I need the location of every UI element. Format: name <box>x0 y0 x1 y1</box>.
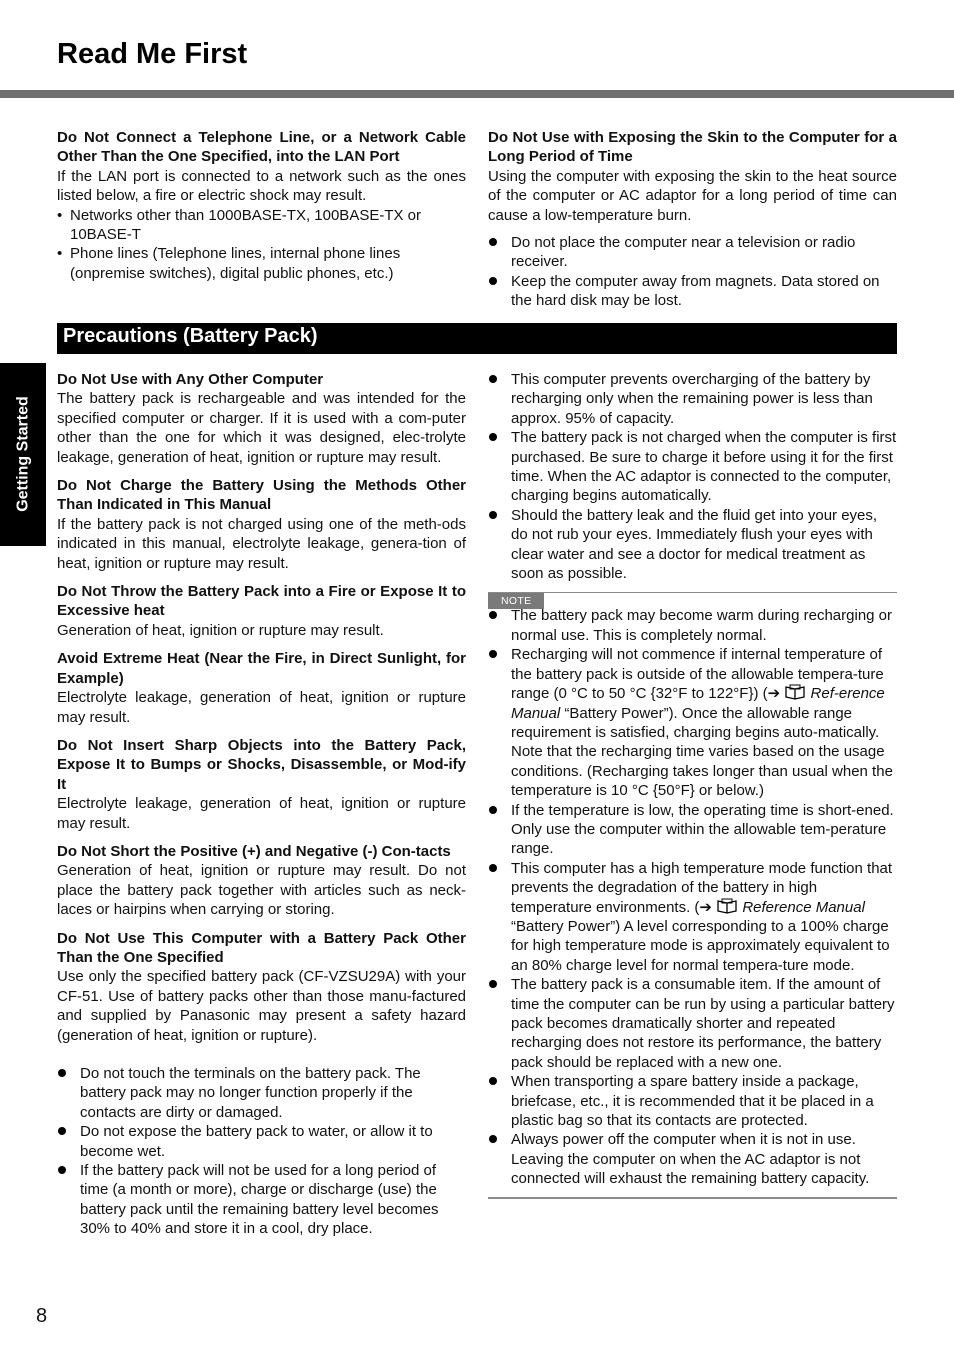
skin-warning-heading: Do Not Use with Exposing the Skin to the Computer for a Long Period of Time <box>488 129 897 166</box>
skin-warning-list <box>488 233 897 311</box>
title-divider <box>0 90 954 98</box>
precaution-body: Use only the specified battery pack (CF-VZSU29A) with your CF-51. Use of battery packs other than those manu-factured and supplied by Panasonic may present a safety hazard (generation of heat, ignition or rupture). <box>57 968 466 1044</box>
list-item: The battery pack is not charged when the computer is first purchased. Be sure to charge it before using it for the first time. When the AC adaptor is connected to the computer, charging begins automatically. <box>488 428 897 506</box>
precaution-block <box>57 929 466 1045</box>
battery-precautions-right <box>488 370 897 1199</box>
lan-warning <box>57 128 466 283</box>
list-item: • Phone lines (Telephone lines, internal phone lines (onpremise switches), digital public phones, etc.) <box>57 244 466 283</box>
list-item: Do not expose the battery pack to water, or allow it to become wet. <box>57 1122 466 1161</box>
side-tab-label: Getting Started <box>14 396 32 512</box>
list-item: The battery pack may become warm during recharging or normal use. This is completely normal. <box>488 606 897 645</box>
note-end-divider <box>488 1197 897 1199</box>
note-text: This computer has a high temperature mode function that prevents the degradation of the battery in high temperature environments. ( <box>511 859 893 916</box>
precaution-block <box>57 582 466 640</box>
section-heading: Precautions (Battery Pack) <box>57 323 897 354</box>
skin-warning-body: Using the computer with exposing the skin to the heat source of the computer or AC adaptor for a long period of time can cause a low-temperature burn. <box>488 167 897 224</box>
note-text: “Battery Power”) A level corresponding to a 100% charge for high temperature mode is approximately equivalent to an 80% charge level for normal tempera-ture mode. <box>511 917 890 974</box>
precaution-body: The battery pack is rechargeable and was intended for the specified computer or charger. If it is used with a com-puter other than the one for which it was designed, elec-trolyte leakage, generation of heat, ignition or rupture may result. <box>57 390 466 466</box>
precaution-heading: Do Not Use with Any Other Computer <box>57 371 324 388</box>
precaution-heading: Do Not Charge the Battery Using the Methods Other Than Indicated in This Manual <box>57 477 466 514</box>
list-item <box>488 859 897 975</box>
precaution-block <box>57 370 466 467</box>
note-text: “Battery Power”). Once the allowable range requirement is satisfied, charging begins auto-matically. Note that the recharging time varies based on the usage conditions. (Recharging takes longer than usual when the temperature is 10 °C {50°F} or below.) <box>511 704 893 800</box>
precaution-heading: Do Not Throw the Battery Pack into a Fire or Expose It to Excessive heat <box>57 583 466 620</box>
precaution-body: If the battery pack is not charged using one of the meth-ods indicated in this manual, electrolyte leakage, genera-tion of heat, ignition or rupture may result. <box>57 515 466 572</box>
precaution-block <box>57 736 466 833</box>
precaution-body: Generation of heat, ignition or rupture may result. <box>57 621 384 639</box>
precaution-block <box>57 649 466 727</box>
list-item: Do not touch the terminals on the battery pack. The battery pack may no longer function properly if the contacts are dirty or damaged. <box>57 1064 466 1122</box>
page-title: Read Me First <box>57 38 248 70</box>
note-label: NOTE <box>488 593 544 609</box>
list-item: Do not place the computer near a television or radio receiver. <box>488 233 897 272</box>
list-item: • Networks other than 1000BASE-TX, 100BASE-TX or 10BASE-T <box>57 206 466 245</box>
precaution-body: Electrolyte leakage, generation of heat, ignition or rupture may result. <box>57 795 466 832</box>
precaution-heading: Do Not Insert Sharp Objects into the Battery Pack, Expose It to Bumps or Shocks, Disassemble, or Mod-ify It <box>57 736 466 793</box>
arrow-icon: ➔ <box>699 898 712 916</box>
reference-manual-icon <box>716 898 738 915</box>
reference-manual-icon <box>784 684 806 701</box>
battery-precautions-left <box>57 370 466 1239</box>
arrow-icon: ➔ <box>767 685 781 703</box>
lan-warning-body: If the LAN port is connected to a network such as the ones listed below, a fire or electric shock may result. <box>57 167 466 205</box>
precaution-block <box>57 842 466 920</box>
note-list <box>488 606 897 1188</box>
skin-warning <box>488 128 897 311</box>
precaution-heading: Do Not Use This Computer with a Battery Pack Other Than the One Specified <box>57 929 466 966</box>
precaution-heading: Avoid Extreme Heat (Near the Fire, in Direct Sunlight, for Example) <box>57 650 466 687</box>
list-item: This computer prevents overcharging of the battery by recharging only when the remaining power is less than approx. 95% of capacity. <box>488 370 897 428</box>
lan-warning-list <box>57 206 466 284</box>
side-tab <box>0 363 46 546</box>
reference-manual-link[interactable]: Ref-erence Manual <box>511 685 885 722</box>
list-item: When transporting a spare battery inside a package, briefcase, etc., it is recommended that it be placed in a plastic bag so that its contacts are protected. <box>488 1072 897 1130</box>
list-item: The battery pack is a consumable item. If the amount of time the computer can be run by using a particular battery pack becomes dramatically shorter and repeated recharging does not restore its performance, the battery pack should be replaced with a new one. <box>488 975 897 1072</box>
precaution-block <box>57 476 466 573</box>
list-item <box>488 645 897 800</box>
list-item: Keep the computer away from magnets. Data stored on the hard disk may be lost. <box>488 272 897 311</box>
list-item: Always power off the computer when it is not in use. Leaving the computer on when the AC adaptor is not connected will exhaust the remaining battery capacity. <box>488 1130 897 1188</box>
reference-manual-link[interactable]: Reference Manual <box>742 898 865 916</box>
precaution-body: Generation of heat, ignition or rupture may result. Do not place the battery pack together with articles such as neck-laces or hairpins when carrying or storing. <box>57 862 466 919</box>
note-text: Recharging will not commence if internal temperature of the battery pack is outside of the allowable tempera-ture range (0 °C to 50 °C {32°F to 122°F}) ( <box>511 646 884 703</box>
battery-tips-list <box>57 1064 466 1239</box>
precaution-heading: Do Not Short the Positive (+) and Negative (-) Con-tacts <box>57 842 451 860</box>
list-item: Should the battery leak and the fluid get into your eyes, do not rub your eyes. Immediately flush your eyes with clear water and see a doctor for medical treatment as soon as possible. <box>488 506 897 584</box>
precaution-body: Electrolyte leakage, generation of heat, ignition or rupture may result. <box>57 689 466 726</box>
list-item: If the battery pack will not be used for a long period of time (a month or more), charge or discharge (use) the battery pack until the remaining battery level becomes 30% to 40% and store it in a cool, dry place. <box>57 1161 466 1239</box>
lan-warning-heading: Do Not Connect a Telephone Line, or a Network Cable Other Than the One Specified, into the LAN Port <box>57 129 466 166</box>
page-number: 8 <box>36 1305 48 1327</box>
charging-info-list <box>488 370 897 583</box>
list-item: If the temperature is low, the operating time is short-ened. Only use the computer within the allowable tem-perature range. <box>488 801 897 859</box>
